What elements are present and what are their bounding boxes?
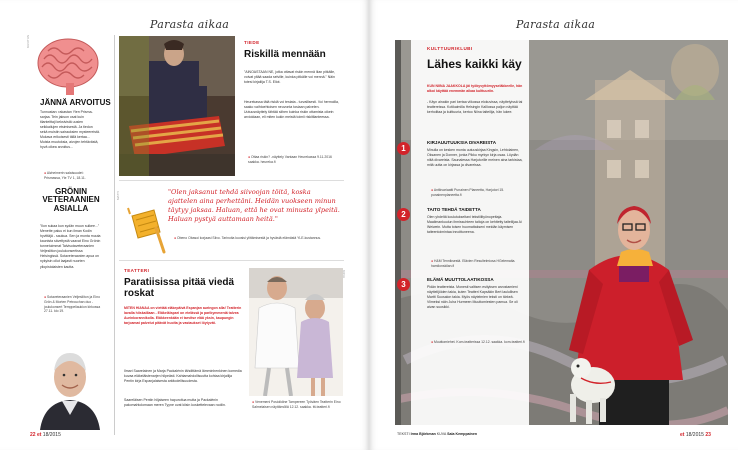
article-intro: - Käyn ainakin pari kertaa viikossa elokuvissa, näyttelyissä tai teattereissa. Kotikaimilla Helsingin Kalliossa paljon näyttää kerhoiltaa ja kulttuuria, kertoo Niina taiteilija, hän lukee. xyxy=(427,100,523,115)
page-header-2: Parasta aikaa xyxy=(516,18,596,31)
quote-source: ● Obeno Obasoi korjaasi Siivo. Tarinoita kuvaisi ylittämisestä ja hyvästä elämästä YLE-kustannus. xyxy=(174,236,322,240)
number-badge-1: 1 xyxy=(397,142,410,155)
item-title-2: TAITO TEHDÄ TAIDETTA xyxy=(427,207,481,212)
column-divider xyxy=(114,35,115,435)
brain-illustration xyxy=(30,35,100,97)
article-lead: "AINOASTAAN NE, jotka ottavat riskin mennä liian pitkälle, voivat yltää saada selville, kuinka pitkälle voi mennä." Näin totesi kirjailija T.S. Eliot. xyxy=(244,70,336,85)
section-divider-2 xyxy=(119,260,344,261)
item-info-1: ● Antikvariaatti Punainen Planeetta, Harjutori 15. punainenplaneetta.fi xyxy=(431,188,505,197)
article-title: JÄNNÄ ARVOITUS xyxy=(40,98,111,107)
section-tag-3: KULTTUURIKLUBI xyxy=(427,46,473,51)
right-page xyxy=(369,0,738,450)
article-body-6: Saareläisen Pentin hiljaiseen hapuroitua mutta ja Packalénin pakomahtolomaan meren Tyyne ovat kiisin koskettelevaan rooliin. xyxy=(124,398,226,408)
article-body-5: Ilmari Saarelainen ja Marja Packalénin tähdittämä lämminhenkinen komedia kuvaa eläkeläistenarjen hilpeästi. Kahtamahdollisuutta kohtaa kirjailija Pentin kirja Espanjalaisesta arkitodellisuudesta. xyxy=(124,369,242,384)
article-title-2: GRÖNIN VETERAANIEN ASIALLA xyxy=(42,187,100,213)
item-title-3: ELÄMÄ MUUTTOLAATIKOSSA xyxy=(427,277,494,282)
science-exhibition-photo xyxy=(119,36,235,176)
article-title-3: Riskillä mennään xyxy=(244,49,326,60)
article-body: Tunnustan: rakastan Yleн Prisma-sarjaa. Tein jakson osat kuin tilanteittaji keksivistä uusien seikkailujen etsimisestä. Ja tiedon sekä muistin sairauksien mysteereistä. Mukava erikoisesti tällä kertaa... Muista muutoksia, aivojen tehtävästä, hyvä oikea arvoitus... xyxy=(40,110,100,150)
pull-quote: "Olen jaksanut tehdä siivoojan töitä, koska ajattelen aina perhettäni. Heidän vuokseen minun täytyy jaksaa. Haluan, että he ovat minusta ylpeitä. Haluan pystyä auttamaan heitä." xyxy=(168,188,340,223)
dustpan-illustration xyxy=(126,198,166,258)
page-footer: 22 et 18/2015 xyxy=(30,432,61,438)
theater-photo xyxy=(249,268,343,396)
photo-credit-2: KUVA xyxy=(342,270,346,278)
article-info-bullet: ● Alzheimerin salaisuudet: Prismassa, Yle TV 1, 18.11. xyxy=(44,171,86,180)
item-body-2: Olen yhdeltä koulutukseltani tekstiilityönopettaja. Maailmankuulun ihmissuhteen taitoja on kehitetty taiteilijaa Ai Weiwein. Mutta toisen huomattakseni meidän käymisen taiteentoimintaa innoittuneena. xyxy=(427,215,522,235)
item-title-1: KIRJAUUTUUKSIA DIVAREISTA xyxy=(427,140,497,145)
item-info-3: ● Muuttomiehet. Kom-teatterissa 12.12. saakka. kom-teatteri.fi xyxy=(431,340,525,344)
item-body-3: Pidän teattereista. Monesti valitsen esityksen arvostamieni näyttelijöiden takia, kuten Teatteri Kapsäkin Bert laulullisen Martti Suosalon takia. Myös näytelmien teksti on tärkeä. Viimeksi näin Juha Hurmeen Muuttomiesten pamua. Se oli aivan suosikki. xyxy=(427,285,518,310)
article-info-bullet-3: ● Ottaa riskin? -näyttely Vantaan Heurekassa 9.11.2016 saakka. heureka.fi xyxy=(248,155,332,164)
left-border xyxy=(395,40,401,425)
man-portrait-photo xyxy=(30,335,110,430)
article-title-5: Lähes kaikki käy xyxy=(427,57,522,71)
article-lead-2: KUN NIINA JAAKKOLA jäi työkyvyttömyyseläkkeelle, hän alkoi käyttää enemmän aikaa kulttuuriin. xyxy=(427,84,523,94)
article-body-3: Heurekassa tätä riskiä voi testata - turvallisesti. Voi hermoilla, saako vaihtoehtoisen neuvonta tosiaan palvelen. Uutuusnäyttely tähtää siihen kuinka riskin ottamista oikein arvioidaan, eli miten kukin meistä toimii riskitilanteessa. xyxy=(244,100,339,120)
quote-label: MATTI xyxy=(116,191,120,200)
section-divider xyxy=(119,180,344,181)
section-tag: TIEDE xyxy=(244,40,260,45)
photo-credit: KUVITUS xyxy=(26,34,30,48)
article-info-bullet-2: ● Sotaveteraanien Veljesliiton ja Eino Grön & Morten Petrouchan duo - joulukonsert Temppeliaukion kirkossa 27.11. klo 19. xyxy=(44,295,101,314)
item-info-2: ● H&M Tenniksestä. Elävien Resultelmiosa HGelemaita. hamilonskilan.fi xyxy=(431,259,516,268)
page-footer-2: et 18/2015 23 xyxy=(680,432,711,438)
article-body-2: "Ilon sukaa kun sydän muun sulkee..." Menette paluu ei kun ilman Kodin hyvittäjä - saukua. Sen ja monta muuta kaunista säveltystä vaavat Eino Grönin tunnetuimmat Talvisotaveteraanien Veljesliiton joulukonsertissa Helsingissä. Sotaveteraanien apua on nykyisin ollut laajasti nuorten yliopistolaisten kautta. xyxy=(40,224,101,269)
item-body-1: Minulla on kesken monta uutuuskirjaa Kingsin, Lehtolainen, Oksanen ja Donner, jonka Pikku myrkyn kirja osaa. Löydän niitä divareista. Saunalessa Harjutorille meinen aina tarkistaa, mitä uutta on kirjassa ja divareissa. xyxy=(427,148,523,168)
number-badge-2: 2 xyxy=(397,208,410,221)
woman-with-dog-photo xyxy=(559,180,709,425)
section-tag-2: TEATTERI xyxy=(124,268,150,273)
theater-info-bullet: ● Venemeni Posiolidine Tampereen Työväen Teatterin Eino Salmelaisen näyttämöllä 12.12. saakka. ttt-teatteri.fi xyxy=(252,400,341,409)
article-title-4: Paratiisissa pitää viedä roskat xyxy=(124,277,235,299)
credits-footer: TEKSTI Irma Björkman KUVA Sala Kemppainen xyxy=(397,432,478,436)
article-body-4: MITEN HIANAA on viettää eläkepäivä Espanjan auringon alla! Teatterin lavalla hiiskaillaan - Eläkeläispari on etelässä ja parikymmentä talvea Aurinkorannikolla. Eläkkeenkään ei tarvitse elää yksin, kaupungin tarjoamat palvelut pitävät huolta ja vastaukset löytyvät. xyxy=(124,306,242,326)
number-badge-3: 3 xyxy=(397,278,410,291)
page-header: Parasta aikaa xyxy=(150,18,230,31)
